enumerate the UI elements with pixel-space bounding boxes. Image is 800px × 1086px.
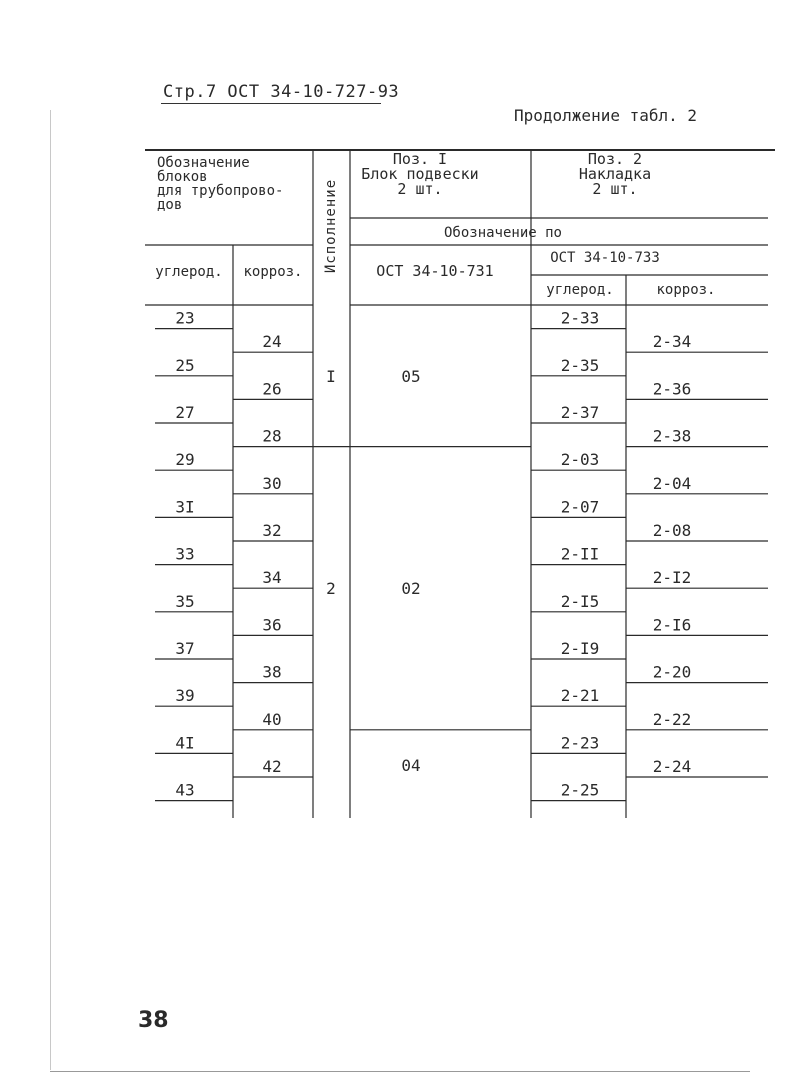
cell-pos2-korroz: 2-36 [652,379,692,399]
ispolnenie-header: Исполнение [323,178,339,274]
cell-korroz: 34 [262,568,282,588]
block-header-line: Обозначение [157,155,250,171]
cell-uglerod: 4I [175,733,195,753]
block-header-line: блоков [157,169,208,185]
cell-pos2-uglerod: 2-33 [560,308,600,328]
oboznachenie-po-label: Обозначение по [443,225,563,241]
cell-pos2-uglerod: 2-03 [560,450,600,470]
block-header-line: дов [157,197,183,213]
cell-pos2-korroz: 2-20 [652,662,692,682]
cell-pos2-korroz: 2-38 [652,426,692,446]
cell-pos1: 05 [401,366,421,386]
cell-korroz: 38 [262,662,282,682]
cell-pos2-uglerod: 2-07 [560,497,600,517]
cell-pos2-uglerod: 2-23 [560,733,600,753]
cell-uglerod: 25 [175,355,195,375]
cell-pos2-korroz: 2-24 [652,757,692,776]
cell-uglerod: 43 [175,780,195,800]
cell-korroz: 42 [262,757,282,776]
page-header: Стр.7 ОСТ 34-10-727-93 [163,82,400,102]
ost733-label: ОСТ 34-10-733 [550,250,660,266]
cell-ispolnenie: I [326,366,336,386]
col-korroz-header: корроз. [243,264,303,280]
table-continuation-label: Продолжение табл. 2 [514,106,698,125]
cell-pos2-uglerod: 2-21 [560,686,600,706]
cell-pos1: 02 [401,579,421,599]
page-number: 38 [138,1008,169,1033]
cell-korroz: 24 [262,332,282,352]
cell-pos2-uglerod: 2-II [560,544,600,564]
cell-ispolnenie: 2 [326,579,336,599]
cell-uglerod: 23 [175,308,195,328]
pos2-header-line: 2 шт. [592,180,638,198]
cell-korroz: 28 [262,426,282,446]
cell-korroz: 30 [262,473,282,493]
cell-uglerod: 39 [175,686,195,706]
cell-pos2-uglerod: 2-I5 [560,591,600,611]
cell-uglerod: 37 [175,639,195,658]
pos1-header-line: Блок подвески [361,165,479,183]
cell-korroz: 26 [262,379,282,399]
cell-uglerod: 33 [175,544,195,564]
cell-uglerod: 27 [175,403,195,422]
pos2-uglerod-header: углерод. [546,282,614,298]
cell-pos2-korroz: 2-34 [652,332,692,352]
pos2-header-line: Поз. 2 [587,150,643,168]
cell-pos2-uglerod: 2-25 [560,780,600,800]
col-uglerod-header: углерод. [155,264,223,280]
cell-pos2-korroz: 2-I2 [652,568,692,588]
cell-pos2-uglerod: 2-35 [560,355,600,375]
cell-pos2-uglerod: 2-37 [560,403,600,422]
cell-pos1: 04 [401,756,421,776]
cell-pos2-korroz: 2-I6 [652,615,692,635]
pos1-header-line: 2 шт. [397,180,443,198]
pos1-header-line: Поз. I [392,150,448,168]
cell-uglerod: 29 [175,450,195,470]
cell-pos2-korroz: 2-04 [652,473,692,493]
cell-pos2-korroz: 2-22 [652,709,692,729]
cell-pos2-uglerod: 2-I9 [560,639,600,658]
cell-korroz: 32 [262,521,282,540]
cell-korroz: 40 [262,709,282,729]
block-header-line: для трубопрово- [157,183,284,199]
pos2-header-line: Накладка [578,165,652,183]
cell-korroz: 36 [262,615,282,635]
ost731-label: ОСТ 34-10-731 [376,262,494,280]
cell-uglerod: 3I [175,497,195,517]
pos2-korroz-header: корроз. [656,282,716,298]
cell-uglerod: 35 [175,591,195,611]
cell-pos2-korroz: 2-08 [652,521,692,540]
